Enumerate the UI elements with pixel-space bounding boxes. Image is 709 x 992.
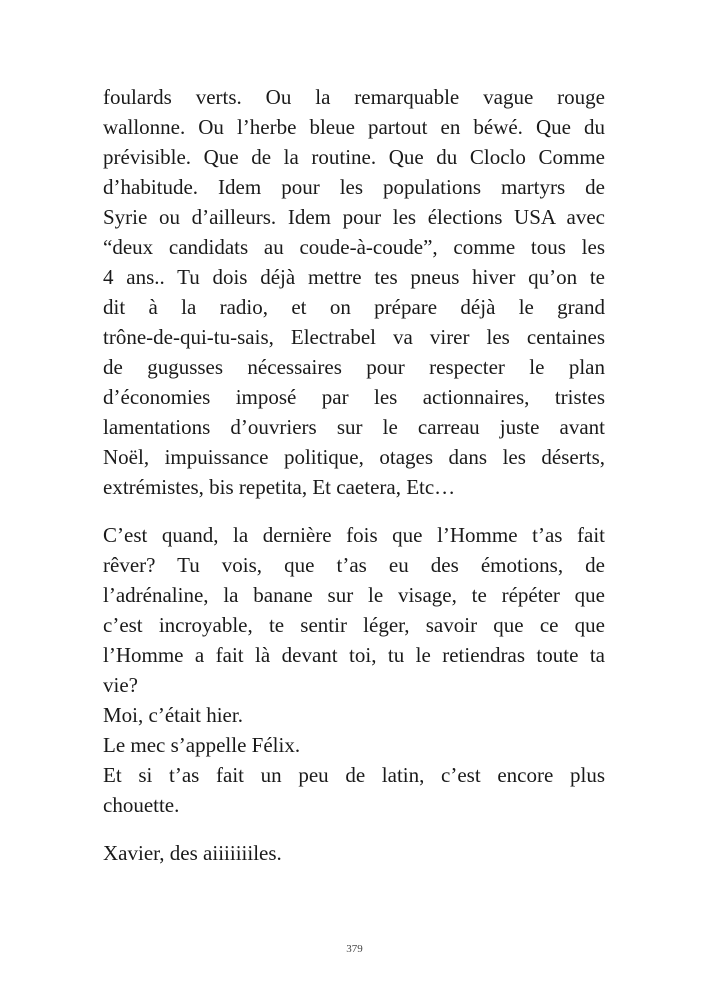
text-line: c’est incroyable, te sentir léger, savoir que ce que: [103, 613, 605, 637]
text-line: 4 ans.. Tu dois déjà mettre tes pneus hiver qu’on te: [103, 265, 605, 289]
text-line: dit à la radio, et on prépare déjà le grand: [103, 295, 605, 319]
text-line: Et si t’as fait un peu de latin, c’est encore plus: [103, 763, 605, 787]
text-line-moi: Moi, c’était hier.: [103, 703, 243, 727]
text-line: l’Homme a fait là devant toi, tu le retiendras toute ta: [103, 643, 605, 667]
text-line: extrémistes, bis repetita, Et caetera, Etc…: [103, 475, 456, 499]
paragraph-gap: [103, 820, 605, 838]
paragraph-2: [103, 520, 605, 820]
text-line: chouette.: [103, 793, 180, 817]
text-line: “deux candidats au coude-à-coude”, comme tous les: [103, 235, 605, 259]
text-line: de gugusses nécessaires pour respecter le plan: [103, 355, 605, 379]
text-line: trône-de-qui-tu-sais, Electrabel va virer les centaines: [103, 325, 605, 349]
paragraph-gap: [103, 502, 605, 520]
text-line: lamentations d’ouvriers sur le carreau juste avant: [103, 415, 605, 439]
page-body: [103, 82, 605, 868]
closing-line: [103, 838, 605, 868]
text-line: Syrie ou d’ailleurs. Idem pour les élections USA avec: [103, 205, 605, 229]
text-line: prévisible. Que de la routine. Que du Cloclo Comme: [103, 145, 605, 169]
text-line-mec: Le mec s’appelle Félix.: [103, 733, 301, 757]
text-line: l’adrénaline, la banane sur le visage, te répéter que: [103, 583, 605, 607]
page-number: 379: [346, 943, 363, 955]
text-line-closing: Xavier, des aiiiiiiiles.: [103, 841, 282, 865]
paragraph-1: [103, 82, 605, 502]
text-line: d’économies imposé par les actionnaires, tristes: [103, 385, 605, 409]
text-line: vie?: [103, 673, 138, 697]
text-line: wallonne. Ou l’herbe bleue partout en béwé. Que du: [103, 115, 605, 139]
text-line: Noël, impuissance politique, otages dans les déserts,: [103, 445, 605, 469]
text-line: foulards verts. Ou la remarquable vague rouge: [103, 85, 605, 109]
text-line: C’est quand, la dernière fois que l’Homme t’as fait: [103, 523, 605, 547]
text-line: rêver? Tu vois, que t’as eu des émotions, de: [103, 553, 605, 577]
text-line: d’habitude. Idem pour les populations martyrs de: [103, 175, 605, 199]
